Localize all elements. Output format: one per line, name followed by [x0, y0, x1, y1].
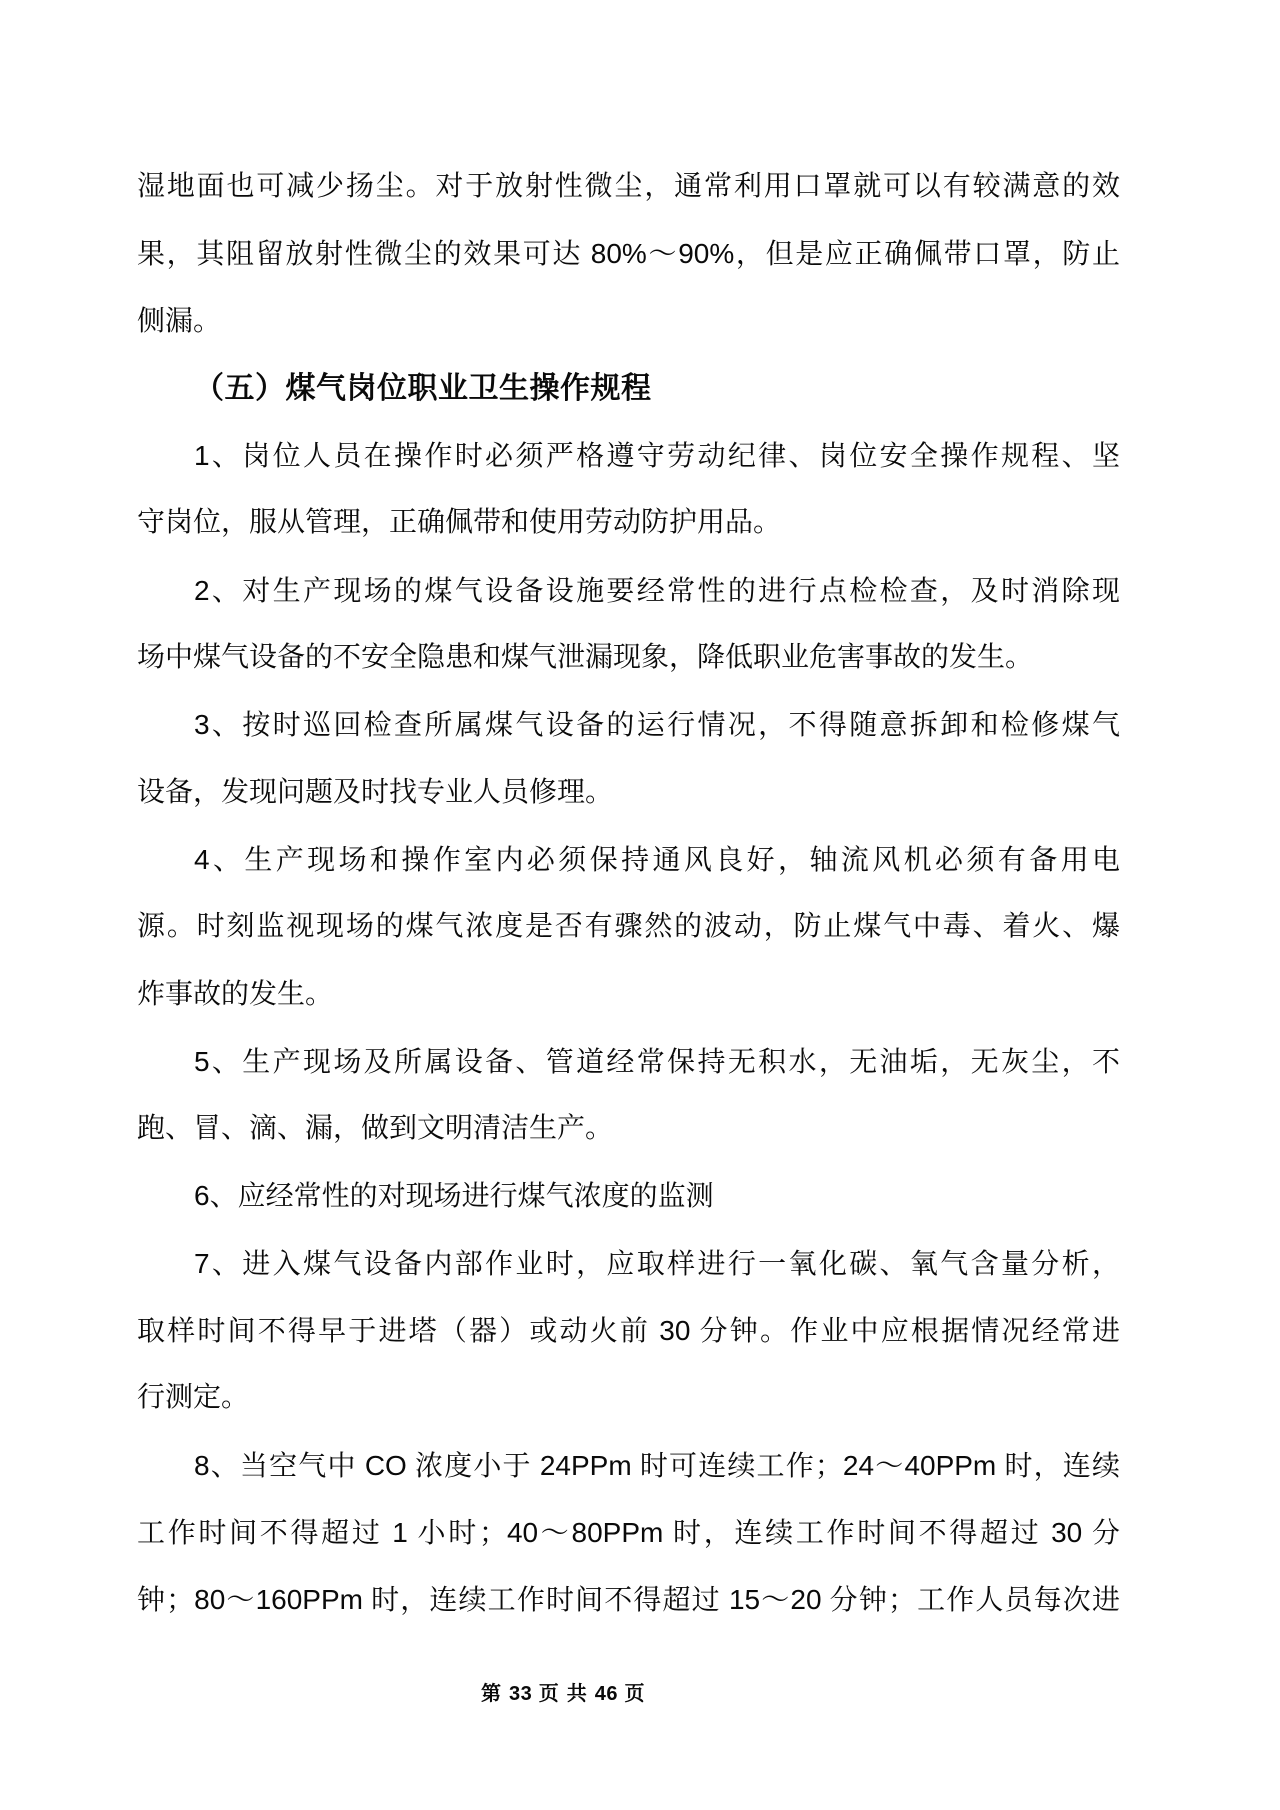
latin-text: 3 [194, 709, 210, 741]
latin-text: 24PPm [539, 1449, 632, 1481]
latin-text: 30 [659, 1315, 691, 1347]
text-line: 湿地面也可减少扬尘。对于放射性微尘，通常利用口罩就可以有较满意的效 [137, 171, 1120, 202]
latin-text: 80PPm [571, 1516, 664, 1548]
latin-text: 5 [194, 1045, 210, 1077]
latin-text: 80 [194, 1584, 226, 1616]
latin-text: 15 [728, 1584, 761, 1616]
text-line: 1、岗位人员在操作时必须严格遵守劳动纪律、岗位安全操作规程、坚 [194, 440, 1120, 473]
latin-text: 7 [194, 1247, 210, 1279]
latin-text: 30 [1051, 1516, 1083, 1548]
text-line: 跑、冒、滴、漏，做到文明清洁生产。 [137, 1113, 614, 1145]
latin-text: 24 [842, 1449, 875, 1481]
page-footer: 第 33 页 共 46 页 [481, 1683, 646, 1705]
latin-text: 80% [590, 238, 647, 270]
text-line: 4、生产现场和操作室内必须保持通风良好，轴流风机必须有备用电 [194, 843, 1120, 876]
text-line: 设备，发现问题及时找专业人员修理。 [137, 776, 614, 808]
latin-text: 6 [194, 1180, 210, 1212]
text-line: 3、按时巡回检查所属煤气设备的运行情况，不得随意拆卸和检修煤气 [194, 709, 1120, 742]
text-line: 炸事故的发生。 [137, 978, 334, 1010]
document-body [137, 153, 1120, 1634]
latin-text: 4 [194, 843, 210, 875]
latin-text: 90% [678, 238, 735, 270]
text-line: 5、生产现场及所属设备、管道经常保持无积水，无油垢，无灰尘，不 [194, 1045, 1120, 1078]
latin-text: 46 [594, 1683, 618, 1705]
latin-text: 160PPm [255, 1584, 363, 1616]
section-heading: （五）煤气岗位职业卫生操作规程 [194, 371, 652, 405]
text-line: 行测定。 [137, 1382, 250, 1414]
latin-text: 33 [509, 1683, 533, 1705]
latin-text: CO [364, 1449, 407, 1481]
text-line: 取样时间不得早于进塔（器）或动火前 30 分钟。作业中应根据情况经常进 [137, 1315, 1120, 1348]
text-line: 钟；80～160PPm 时，连续工作时间不得超过 15～20 分钟；工作人员每次进 [137, 1584, 1120, 1617]
text-line: 场中煤气设备的不安全隐患和煤气泄漏现象，降低职业危害事故的发生。 [137, 642, 1034, 674]
latin-text: 1 [194, 440, 210, 472]
text-line: 守岗位，服从管理，正确佩带和使用劳动防护用品。 [137, 507, 782, 539]
text-line: 2、对生产现场的煤气设备设施要经常性的进行点检检查，及时消除现 [194, 574, 1120, 607]
latin-text: 8 [194, 1449, 210, 1481]
latin-text: 40 [506, 1516, 539, 1548]
text-line: 源。时刻监视现场的煤气浓度是否有骤然的波动，防止煤气中毒、着火、爆 [137, 911, 1120, 943]
latin-text: 20 [790, 1584, 822, 1616]
text-line: 6、应经常性的对现场进行煤气浓度的监测 [194, 1180, 714, 1213]
text-line: 8、当空气中 CO 浓度小于 24PPm 时可连续工作；24～40PPm 时，连续 [194, 1449, 1120, 1482]
text-line: 侧漏。 [137, 305, 222, 337]
latin-text: 1 [392, 1516, 408, 1548]
text-line: 果，其阻留放射性微尘的效果可达 80%～90%，但是应正确佩带口罩，防止 [137, 238, 1120, 271]
text-line: 工作时间不得超过 1 小时；40～80PPm 时，连续工作时间不得超过 30 分 [137, 1516, 1120, 1549]
latin-text: 2 [194, 574, 210, 606]
latin-text: 40PPm [904, 1449, 997, 1481]
text-line: 7、进入煤气设备内部作业时，应取样进行一氧化碳、氧气含量分析， [194, 1247, 1120, 1280]
